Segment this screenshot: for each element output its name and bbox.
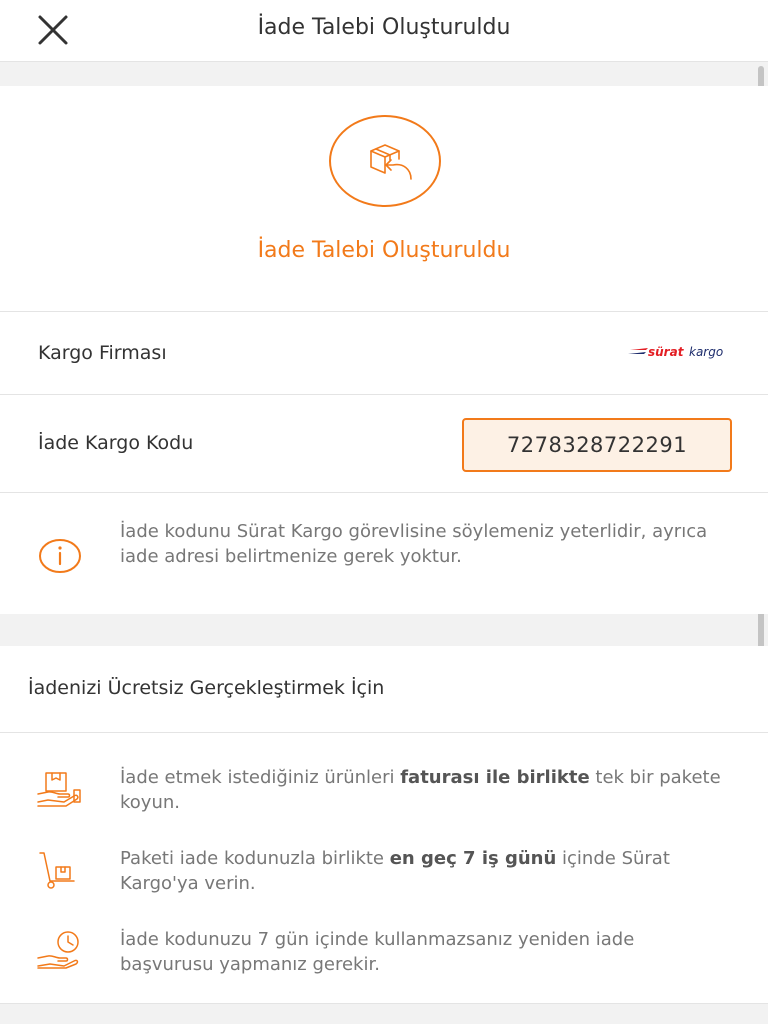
- svg-text:kargo: kargo: [689, 345, 724, 359]
- step-text: [120, 846, 730, 896]
- hand-truck-icon: [36, 849, 84, 891]
- box-return-icon: [329, 115, 441, 207]
- top-bar: [0, 0, 768, 62]
- step-text-regular: Paketi iade kodunuzla birlikte: [120, 848, 390, 869]
- page-title: İade Talebi Oluşturuldu: [257, 15, 511, 40]
- package-hand-icon: [36, 768, 84, 810]
- step-text: [120, 765, 730, 815]
- svg-text:sürat: sürat: [648, 345, 684, 359]
- divider: [0, 394, 768, 395]
- success-title: İade Talebi Oluşturuldu: [257, 238, 511, 263]
- step-text-bold: en geç 7 iş günü: [389, 848, 557, 869]
- info-text: İade kodunu Sürat Kargo görevlisine söylemeniz yeterlidir, ayrıca iade adresi belirtmenize gerek yoktur.: [120, 521, 708, 567]
- step-text-regular: İade kodunuzu 7 gün içinde kullanmazsanız yeniden iade başvurusu yapmanız gerekir.: [120, 929, 635, 975]
- step-text: [120, 927, 730, 977]
- cargo-company-label: Kargo Firması: [38, 342, 167, 364]
- step-text-regular: tek bir pakete koyun.: [120, 767, 721, 813]
- step-text-bold: faturası ile birlikte: [400, 767, 590, 788]
- info-icon: [38, 538, 82, 574]
- surat-kargo-logo: [628, 343, 734, 361]
- return-code-value[interactable]: 7278328722291: [462, 418, 732, 472]
- step-text-regular: içinde Sürat Kargo'ya verin.: [120, 848, 670, 894]
- step-text-regular: İade etmek istediğiniz ürünleri: [120, 767, 401, 788]
- divider: [0, 1003, 768, 1004]
- success-hero: [0, 86, 768, 311]
- return-code-label: İade Kargo Kodu: [38, 432, 194, 454]
- free-return-heading: İadenizi Ücretsiz Gerçekleştirmek İçin: [28, 677, 385, 699]
- divider: [0, 492, 768, 493]
- clock-hand-icon: [36, 930, 84, 972]
- divider: [0, 311, 768, 312]
